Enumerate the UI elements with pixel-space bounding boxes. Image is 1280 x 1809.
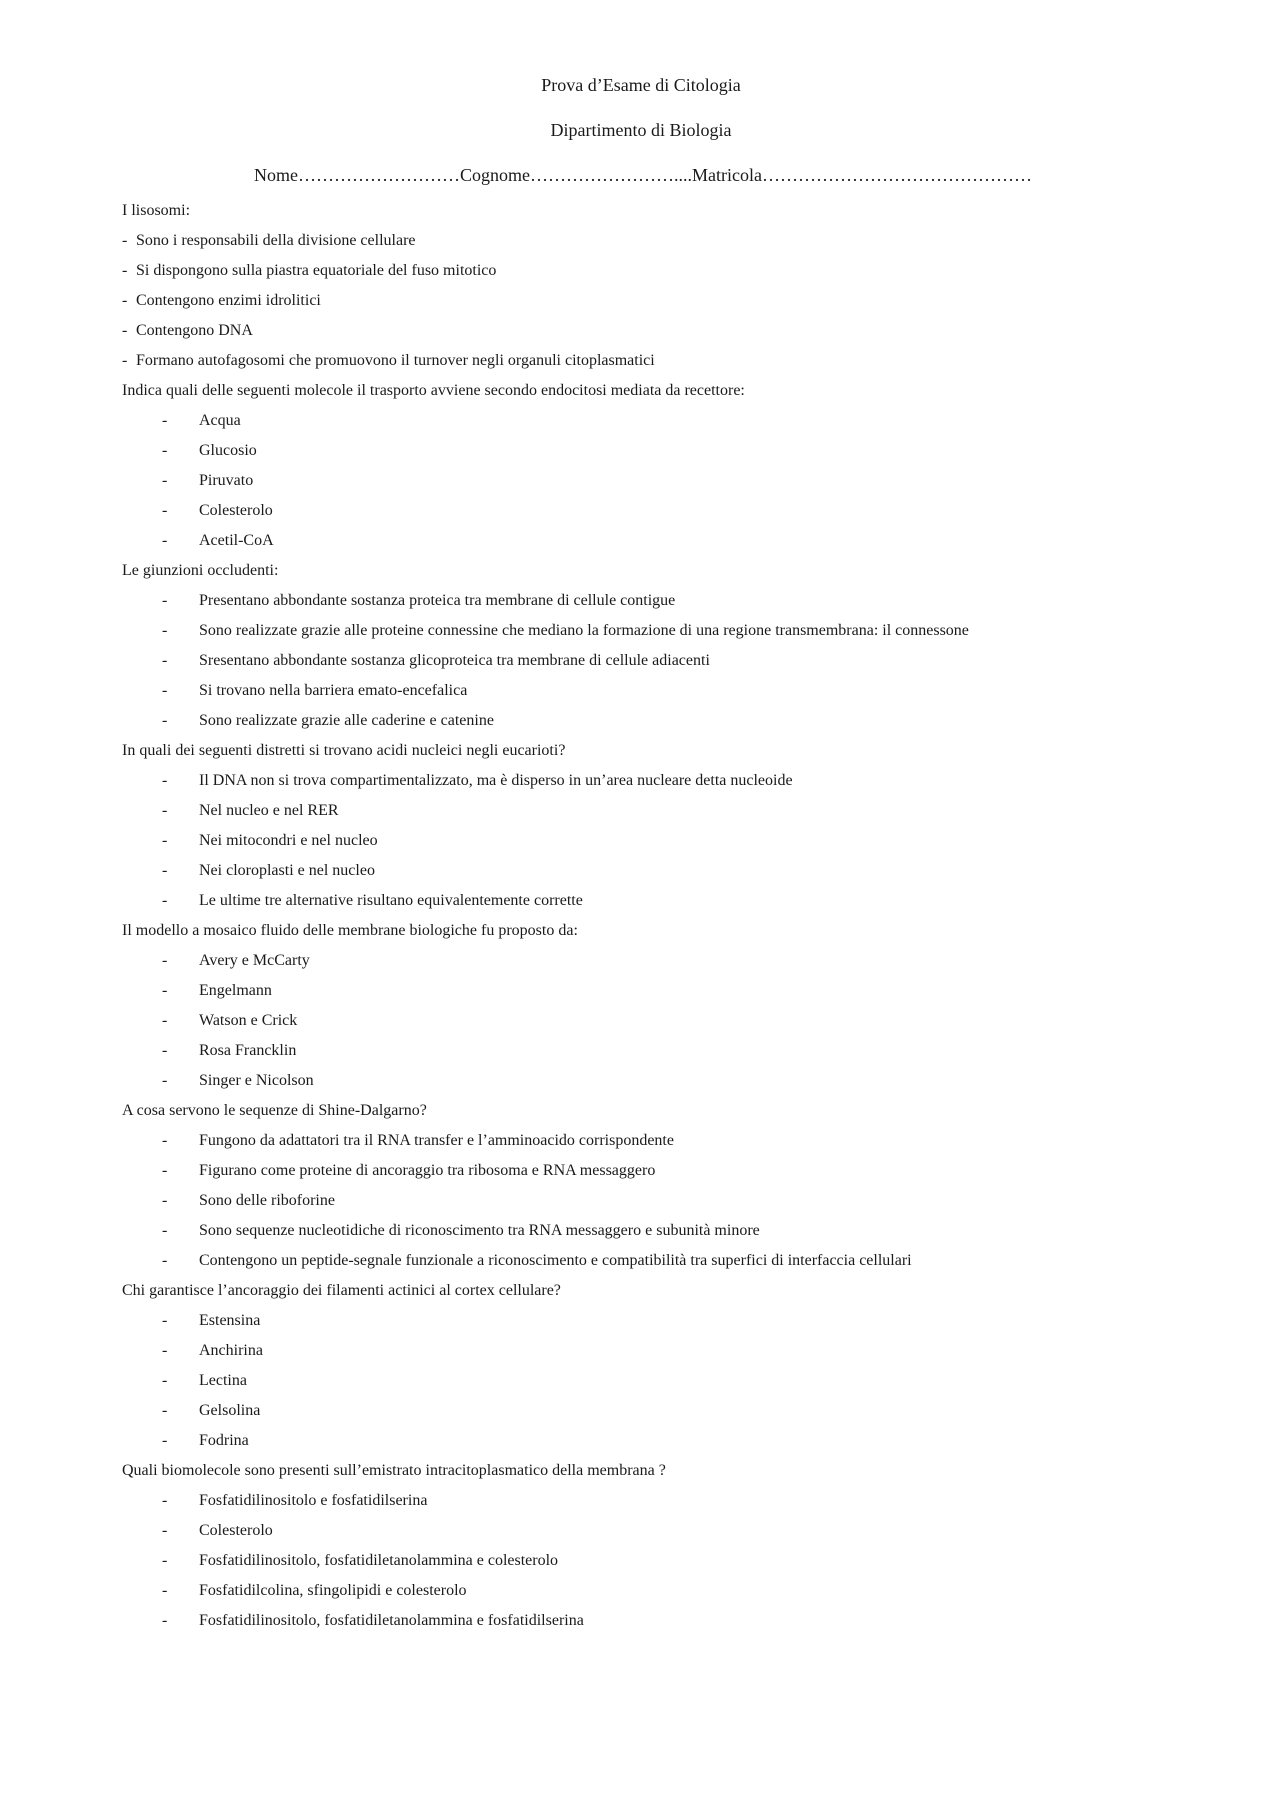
option-text: Rosa Francklin [199,1042,297,1059]
answer-option [122,1036,1160,1066]
option-bullet: - [122,292,128,309]
option-bullet: - [162,1132,168,1149]
question-list [122,196,1160,1636]
answer-option [122,646,1160,676]
answer-option [122,1606,1160,1636]
option-text: Piruvato [199,472,254,489]
option-bullet: - [162,1582,168,1599]
option-bullet: - [162,1552,168,1569]
option-bullet: - [162,1612,168,1629]
option-bullet: - [162,952,168,969]
question-text: Quali biomolecole sono presenti sull’emistrato intracitoplasmatico della membrana ? [122,1462,666,1479]
option-text: Fungono da adattatori tra il RNA transfer e l’amminoacido corrispondente [199,1132,674,1149]
option-bullet: - [162,532,168,549]
option-bullet: - [162,472,168,489]
answer-option [122,1126,1160,1156]
option-text: Contengono enzimi idrolitici [136,292,321,309]
option-bullet: - [162,1162,168,1179]
option-text: Nei mitocondri e nel nucleo [199,832,378,849]
answer-option [122,436,1160,466]
option-text: Fosfatidilinositolo, fosfatidiletanolammina e fosfatidilserina [199,1612,584,1629]
answer-option [122,1216,1160,1246]
answer-option [122,946,1160,976]
option-text: Sono sequenze nucleotidiche di riconoscimento tra RNA messaggero e subunità minore [199,1222,760,1239]
option-text: Il DNA non si trova compartimentalizzato, ma è disperso in un’area nucleare detta nucleoide [199,772,793,789]
question-text: Indica quali delle seguenti molecole il trasporto avviene secondo endocitosi mediata da recettore: [122,382,745,399]
option-text: Si trovano nella barriera emato-encefalica [199,682,468,699]
answer-option [122,1006,1160,1036]
option-bullet: - [162,1492,168,1509]
option-bullet: - [162,682,168,699]
option-text: Colesterolo [199,1522,273,1539]
student-info-line: Nome………………………Cognome……………………....Matricola……………………………………… [254,165,1032,185]
option-text: Nel nucleo e nel RER [199,802,339,819]
option-bullet: - [162,862,168,879]
option-text: Acqua [199,412,241,429]
option-bullet: - [162,1072,168,1089]
option-text: Fosfatidilinositolo, fosfatidiletanolammina e colesterolo [199,1552,559,1569]
option-bullet: - [162,712,168,729]
answer-option [122,496,1160,526]
answer-option [122,1576,1160,1606]
option-bullet: - [122,232,128,249]
answer-option [122,1516,1160,1546]
question-text: Chi garantisce l’ancoraggio dei filamenti actinici al cortex cellulare? [122,1282,561,1299]
answer-option [122,766,1160,796]
answer-option [122,1486,1160,1516]
answer-option [122,856,1160,886]
department-name: Dipartimento di Biologia [550,120,732,140]
option-text: Sono i responsabili della divisione cellulare [136,232,416,249]
answer-option [122,466,1160,496]
option-text: Sono delle riboforine [199,1192,335,1209]
option-text: Acetil-CoA [199,532,274,549]
option-bullet: - [162,1402,168,1419]
answer-option [122,1366,1160,1396]
option-bullet: - [162,1372,168,1389]
exam-title: Prova d’Esame di Citologia [541,75,741,95]
option-text: Watson e Crick [199,1012,298,1029]
answer-option [122,316,1160,346]
answer-option [122,1336,1160,1366]
option-bullet: - [162,802,168,819]
option-bullet: - [162,1522,168,1539]
option-bullet: - [162,892,168,909]
option-bullet: - [162,1192,168,1209]
option-text: Figurano come proteine di ancoraggio tra ribosoma e RNA messaggero [199,1162,656,1179]
answer-option [122,1546,1160,1576]
answer-option [122,1396,1160,1426]
option-bullet: - [122,322,128,339]
answer-option [122,976,1160,1006]
option-bullet: - [162,1342,168,1359]
question-text: Le giunzioni occludenti: [122,562,279,579]
option-text: Fosfatidilcolina, sfingolipidi e colesterolo [199,1582,467,1599]
answer-option [122,706,1160,736]
option-bullet: - [162,652,168,669]
option-bullet: - [162,1252,168,1269]
option-text: Glucosio [199,442,257,459]
answer-option [122,1306,1160,1336]
option-text: Sono realizzate grazie alle proteine connessine che mediano la formazione di una regione transmembrana: il connessone [199,622,969,639]
option-text: Estensina [199,1312,261,1329]
option-text: Formano autofagosomi che promuovono il turnover negli organuli citoplasmatici [136,352,655,369]
answer-option [122,616,1160,646]
answer-option [122,586,1160,616]
option-bullet: - [122,262,128,279]
option-text: Engelmann [199,982,272,999]
option-text: Presentano abbondante sostanza proteica tra membrane di cellule contigue [199,592,676,609]
option-bullet: - [162,982,168,999]
option-bullet: - [162,412,168,429]
answer-option [122,1066,1160,1096]
option-text: Gelsolina [199,1402,261,1419]
answer-option [122,1156,1160,1186]
option-text: Avery e McCarty [199,952,310,969]
option-text: Anchirina [199,1342,263,1359]
option-text: Colesterolo [199,502,273,519]
option-text: Fodrina [199,1432,249,1449]
option-bullet: - [162,772,168,789]
answer-option [122,226,1160,256]
answer-option [122,286,1160,316]
option-bullet: - [162,1432,168,1449]
option-bullet: - [162,622,168,639]
answer-option [122,406,1160,436]
option-text: Singer e Nicolson [199,1072,314,1089]
option-bullet: - [162,502,168,519]
option-bullet: - [162,1012,168,1029]
question-text: A cosa servono le sequenze di Shine-Dalgarno? [122,1102,427,1119]
option-bullet: - [162,592,168,609]
option-text: Contengono un peptide-segnale funzionale a riconoscimento e compatibilità tra superfici di interfaccia cellulari [199,1252,912,1269]
answer-option [122,1426,1160,1456]
option-text: Nei cloroplasti e nel nucleo [199,862,375,879]
option-text: Fosfatidilinositolo e fosfatidilserina [199,1492,428,1509]
answer-option [122,796,1160,826]
answer-option [122,1186,1160,1216]
option-bullet: - [122,352,128,369]
option-bullet: - [162,832,168,849]
option-bullet: - [162,442,168,459]
question-text: I lisosomi: [122,202,191,219]
option-bullet: - [162,1042,168,1059]
answer-option [122,346,1160,376]
option-text: Contengono DNA [136,322,253,339]
option-bullet: - [162,1312,168,1329]
answer-option [122,826,1160,856]
answer-option [122,676,1160,706]
option-text: Le ultime tre alternative risultano equivalentemente corrette [199,892,583,909]
answer-option [122,526,1160,556]
answer-option [122,1246,1160,1276]
answer-option [122,256,1160,286]
option-text: Sono realizzate grazie alle caderine e catenine [199,712,494,729]
option-text: Lectina [199,1372,247,1389]
option-text: Si dispongono sulla piastra equatoriale del fuso mitotico [136,262,497,279]
answer-option [122,886,1160,916]
question-text: In quali dei seguenti distretti si trovano acidi nucleici negli eucarioti? [122,742,566,759]
option-text: Sresentano abbondante sostanza glicoproteica tra membrane di cellule adiacenti [199,652,710,669]
question-text: Il modello a mosaico fluido delle membrane biologiche fu proposto da: [122,922,578,939]
option-bullet: - [162,1222,168,1239]
